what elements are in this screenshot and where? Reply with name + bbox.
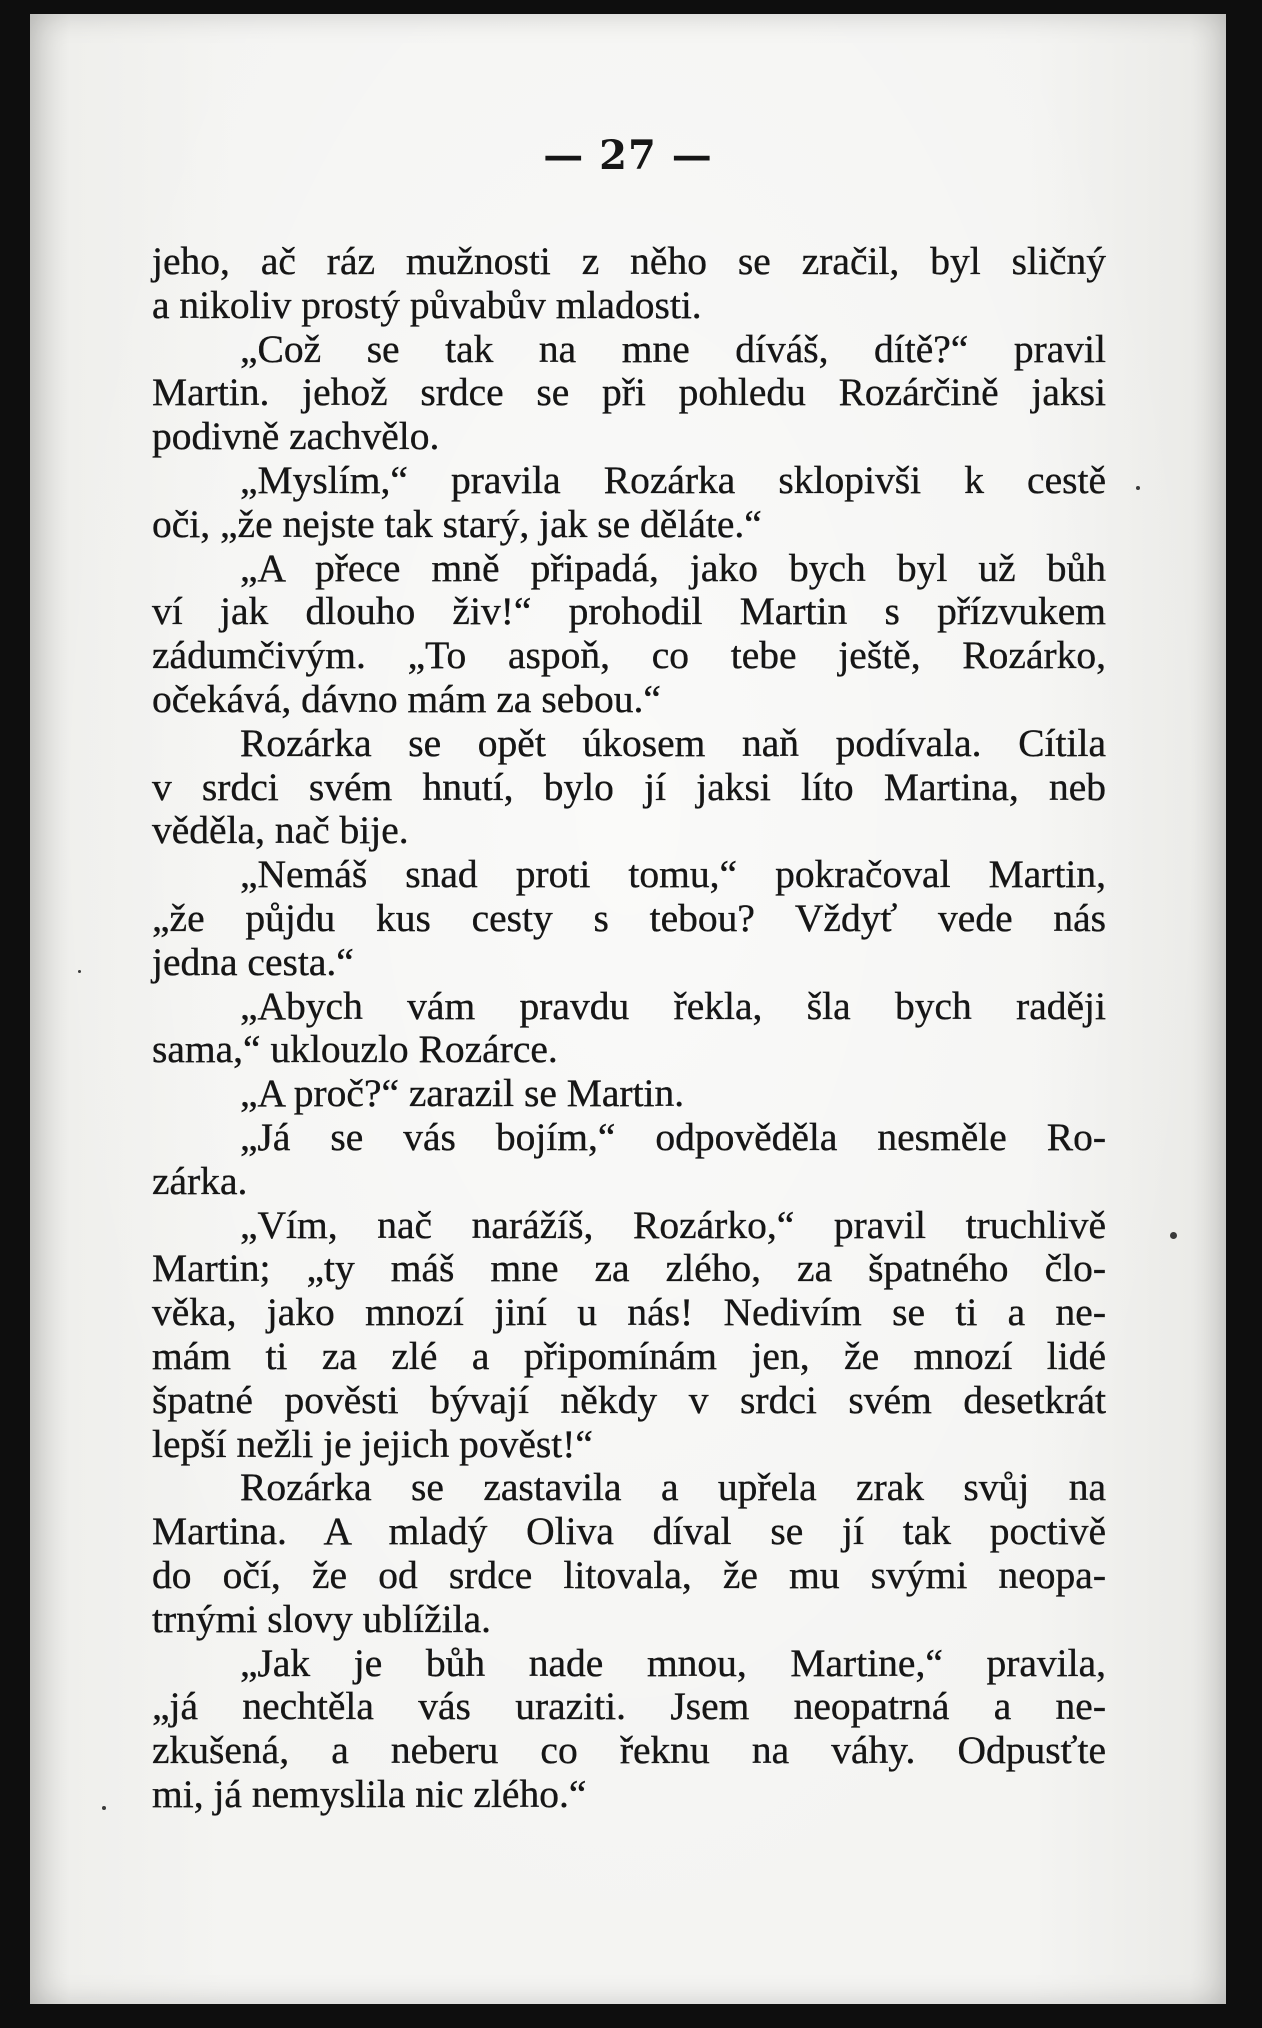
text-line: zkušená, a neberu co řeknu na váhy. Odpusťte [152, 1728, 1106, 1773]
text-line: „já nechtěla vás uraziti. Jsem neopatrná a ne- [152, 1684, 1106, 1729]
text-line: „Jak je bůh nade mnou, Martine,“ pravila, [240, 1640, 1106, 1685]
text-line: do očí, že od srdce litovala, že mu svými neopa- [152, 1552, 1106, 1597]
text-line: věděla, nač bije. [152, 808, 409, 853]
text-line: mi, já nemyslila nic zlého.“ [152, 1771, 587, 1816]
text-line: „Myslím,“ pravila Rozárka sklopivši k cestě [240, 457, 1106, 502]
text-line: Martina. A mladý Oliva díval se jí tak poctivě [152, 1509, 1106, 1554]
paper-speck [78, 970, 81, 973]
text-line: „A přece mně připadá, jako bych byl už bůh [240, 545, 1106, 590]
text-line: sama,“ uklouzlo Rozárce. [152, 1027, 558, 1072]
text-line: „Abych vám pravdu řekla, šla bych raději [240, 983, 1106, 1028]
text-line: očekává, dávno mám za sebou.“ [152, 676, 661, 721]
text-line: Martin. jehož srdce se při pohledu Rozárčině jaksi [152, 370, 1106, 415]
paper-speck [1170, 1232, 1177, 1239]
text-line: zárka. [152, 1158, 248, 1203]
text-line: špatné pověsti bývají někdy v srdci svém desetkrát [152, 1377, 1106, 1422]
text-line: „Já se vás bojím,“ odpověděla nesměle Ro- [240, 1114, 1106, 1159]
text-line: „že půjdu kus cesty s tebou? Vždyť vede nás [152, 895, 1106, 940]
text-line: Rozárka se opět úkosem naň podívala. Cítila [240, 720, 1106, 765]
text-line: „A proč?“ zarazil se Martin. [240, 1071, 685, 1116]
paper-speck [1136, 486, 1140, 490]
text-line: Martin; „ty máš mne za zlého, za špatného člo- [152, 1246, 1106, 1291]
text-line: „Což se tak na mne díváš, dítě?“ pravil [240, 326, 1106, 371]
text-line: v srdci svém hnutí, bylo jí jaksi líto Martina, neb [152, 764, 1106, 809]
text-line: lepší nežli je jejich pověst!“ [152, 1421, 593, 1466]
text-line: Rozárka se zastavila a upřela zrak svůj na [240, 1465, 1106, 1510]
text-line: oči, „že nejste tak starý, jak se děláte.“ [152, 501, 762, 546]
text-line: jedna cesta.“ [152, 939, 354, 984]
text-line: trnými slovy ublížila. [152, 1596, 492, 1641]
paper-speck [102, 1806, 106, 1810]
text-line: mám ti za zlé a připomínám jen, že mnozí lidé [152, 1333, 1106, 1378]
text-line: jeho, ač ráz mužnosti z něho se zračil, byl sličný [152, 239, 1106, 283]
text-line: věka, jako mnozí jiní u nás! Nedivím se ti a ne- [152, 1290, 1106, 1335]
text-line: ví jak dlouho živ!“ prohodil Martin s přízvukem [152, 589, 1106, 634]
book-page [30, 14, 1226, 2004]
text-line: podivně zachvělo. [152, 414, 440, 459]
text-line: a nikoliv prostý půvabův mladosti. [152, 282, 702, 327]
text-line: „Nemáš snad proti tomu,“ pokračoval Martin, [240, 852, 1106, 897]
page-number: — 27 — [543, 132, 713, 179]
text-line: zádumčivým. „To aspoň, co tebe ještě, Rozárko, [152, 633, 1106, 678]
body-text [152, 240, 1106, 1817]
text-line: „Vím, nač narážíš, Rozárko,“ pravil truchlivě [240, 1202, 1106, 1247]
